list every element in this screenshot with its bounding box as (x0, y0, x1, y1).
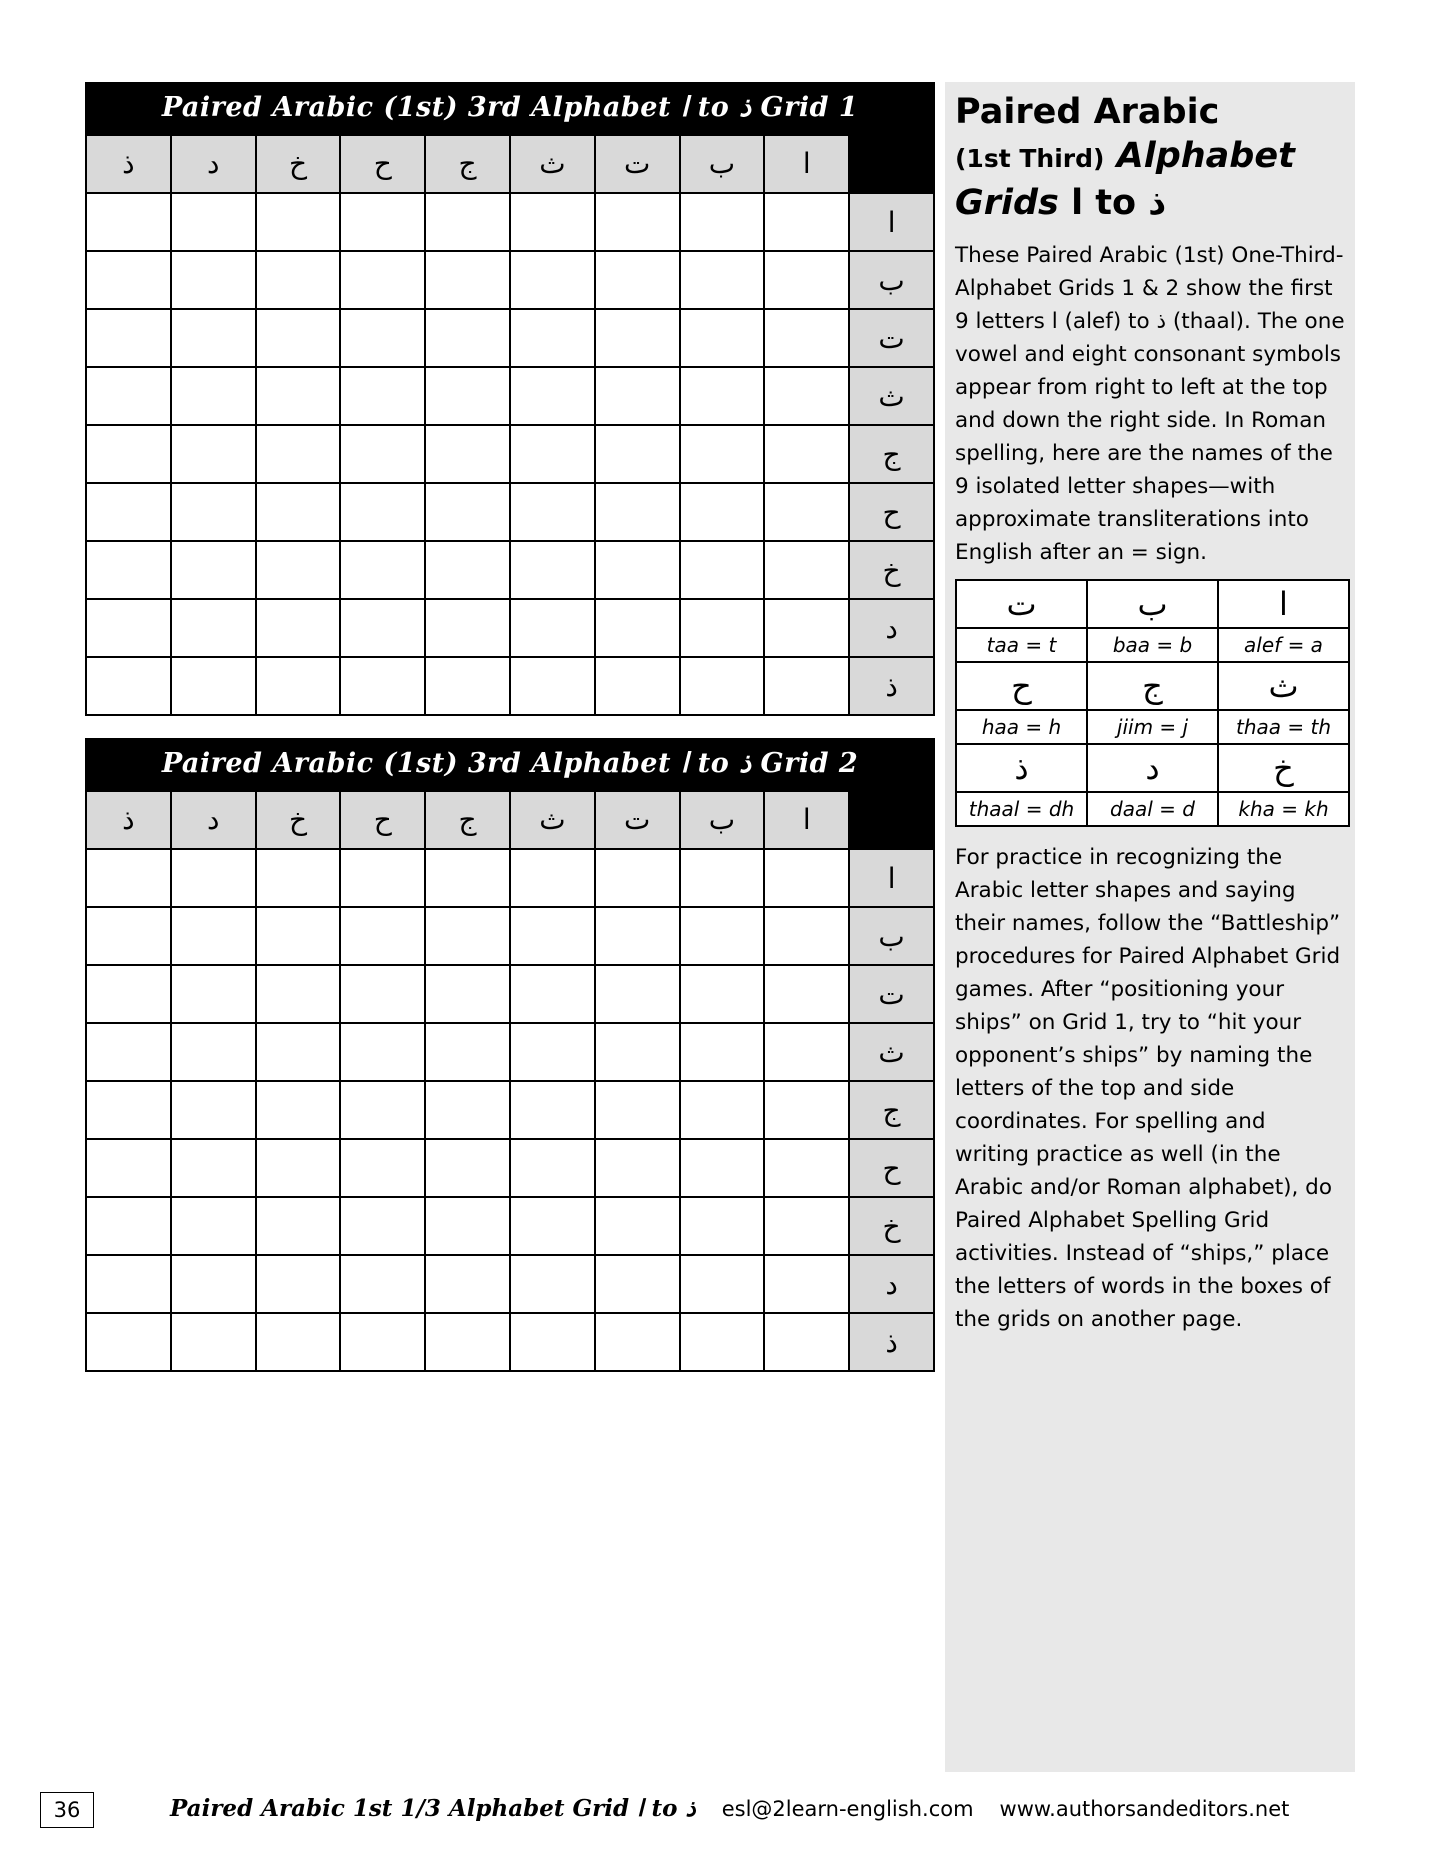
grid-cell[interactable] (680, 251, 765, 309)
grid-cell[interactable] (425, 425, 510, 483)
grid-cell[interactable] (764, 367, 849, 425)
grid-cell[interactable] (510, 1255, 595, 1313)
grid-cell[interactable] (171, 541, 256, 599)
grid-cell[interactable] (256, 309, 341, 367)
grid-cell[interactable] (425, 483, 510, 541)
heading-sub: (1st Third) (955, 144, 1105, 173)
grid-cell[interactable] (425, 599, 510, 657)
grid-cell[interactable] (595, 1081, 680, 1139)
letter-glyph: ا (1218, 580, 1349, 628)
grid-cell[interactable] (86, 1313, 171, 1371)
grid-cell[interactable] (171, 425, 256, 483)
letter-transliteration: jiim = j (1087, 710, 1218, 744)
grid-cell[interactable] (764, 849, 849, 907)
heading-line-1: Paired Arabic (955, 92, 1220, 132)
sidebar-paragraph-2: For practice in recognizing the Arabic letter shapes and saying their names, follow the “Battleship” procedures for Paired Alphabet Grid games. After “positioning your ships” on Grid 1, try to “hit your opponent’s ships” by naming the letters of the top and side coordinates. For spelling and writing practice as well (in the Arabic and/or Roman alphabet), do Paired Alphabet Spelling Grid activities. Instead of “ships,” place the letters of words in the boxes of the grids on another page. (955, 845, 1341, 1332)
grid-cell[interactable] (425, 965, 510, 1023)
row-header-letter: د (849, 599, 934, 657)
grid-cell[interactable] (510, 193, 595, 251)
grid-cell[interactable] (510, 907, 595, 965)
grid-cell[interactable] (171, 483, 256, 541)
grid-cell[interactable] (256, 599, 341, 657)
grid-cell[interactable] (680, 1081, 765, 1139)
grid-cell[interactable] (256, 657, 341, 715)
grid-cell[interactable] (764, 907, 849, 965)
grid-cell[interactable] (595, 251, 680, 309)
grid-cell[interactable] (680, 1255, 765, 1313)
letter-transliteration: kha = kh (1218, 792, 1349, 826)
grid-cell[interactable] (510, 1197, 595, 1255)
row-header-letter: ث (849, 1023, 934, 1081)
grid-cell[interactable] (510, 425, 595, 483)
letter-name-row (956, 710, 1349, 744)
letter-transliteration: haa = h (956, 710, 1087, 744)
grid-cell[interactable] (595, 1197, 680, 1255)
grid-cell[interactable] (171, 309, 256, 367)
grid-cell[interactable] (86, 193, 171, 251)
grid-cell[interactable] (340, 965, 425, 1023)
grid-cell[interactable] (340, 1023, 425, 1081)
grid-cell[interactable] (171, 657, 256, 715)
grid-cell[interactable] (595, 657, 680, 715)
grid-row (86, 251, 934, 309)
footer-website[interactable]: www.authorsandeditors.net (999, 1797, 1290, 1821)
page-footer (0, 1790, 1445, 1840)
grid-cell[interactable] (764, 541, 849, 599)
grid-row (86, 1197, 934, 1255)
grid-cell[interactable] (510, 1139, 595, 1197)
grid-cell[interactable] (86, 599, 171, 657)
grid-cell[interactable] (340, 657, 425, 715)
grid-cell[interactable] (256, 1255, 341, 1313)
sidebar-panel (945, 82, 1355, 1772)
grid-cell[interactable] (680, 965, 765, 1023)
grid-row (86, 907, 934, 965)
grid-cell[interactable] (510, 1081, 595, 1139)
grid-cell[interactable] (595, 193, 680, 251)
column-header-letter: ح (340, 791, 425, 849)
grid-cell[interactable] (86, 367, 171, 425)
letter-glyph: ج (1087, 662, 1218, 710)
grid-cell[interactable] (256, 965, 341, 1023)
grid-cell[interactable] (764, 1081, 849, 1139)
grid-cell[interactable] (256, 907, 341, 965)
letter-transliteration: thaal = dh (956, 792, 1087, 826)
grid-header-row (86, 135, 934, 193)
grid-cell[interactable] (171, 1255, 256, 1313)
grid-row (86, 965, 934, 1023)
heading-range: ا to ذ (1071, 183, 1167, 223)
grid-cell[interactable] (256, 849, 341, 907)
grid-cell[interactable] (86, 483, 171, 541)
grid-row (86, 1313, 934, 1371)
grid-cell[interactable] (86, 1197, 171, 1255)
grid-row (86, 1139, 934, 1197)
grid-cell[interactable] (764, 1139, 849, 1197)
grid-cell[interactable] (764, 193, 849, 251)
column-header-letter: ب (680, 135, 765, 193)
grid-1-title: Paired Arabic (1st) 3rd Alphabet ا to ذ Grid 1 (85, 82, 935, 134)
row-header-letter: خ (849, 541, 934, 599)
grid-cell[interactable] (340, 1081, 425, 1139)
page-number: 36 (40, 1792, 94, 1828)
grid-cell[interactable] (425, 1081, 510, 1139)
grid-cell[interactable] (680, 425, 765, 483)
grid-row (86, 483, 934, 541)
row-header-letter: ح (849, 1139, 934, 1197)
grid-row (86, 1023, 934, 1081)
grid-cell[interactable] (425, 1313, 510, 1371)
grid-cell[interactable] (171, 1197, 256, 1255)
grid-corner (849, 791, 934, 849)
grid-2-title: Paired Arabic (1st) 3rd Alphabet ا to ذ Grid 2 (85, 738, 935, 790)
grid-cell[interactable] (86, 1139, 171, 1197)
grid-cell[interactable] (680, 657, 765, 715)
grid-cell[interactable] (425, 193, 510, 251)
grid-cell[interactable] (680, 1023, 765, 1081)
grid-row (86, 1255, 934, 1313)
grid-cell[interactable] (86, 1081, 171, 1139)
letter-glyph: ذ (956, 744, 1087, 792)
sidebar-paragraph-1: These Paired Arabic (1st) One-Third-Alphabet Grids 1 & 2 show the first 9 letters ا (alef) to ذ (thaal). The one vowel and eight consonant symbols appear from right to left at the top and down the right side. In Roman spelling, here are the names of the 9 isolated letter shapes—with approximate transliterations into English after an = sign. (955, 243, 1345, 565)
grid-row (86, 193, 934, 251)
grid-cell[interactable] (510, 965, 595, 1023)
letter-transliteration: daal = d (1087, 792, 1218, 826)
grid-cell[interactable] (86, 425, 171, 483)
grid-cell[interactable] (510, 849, 595, 907)
grid-cell[interactable] (256, 1139, 341, 1197)
grid-cell[interactable] (680, 367, 765, 425)
footer-text (170, 1790, 1289, 1828)
grid-cell[interactable] (595, 907, 680, 965)
grid-cell[interactable] (595, 541, 680, 599)
row-header-letter: ت (849, 309, 934, 367)
grid-cell[interactable] (256, 1313, 341, 1371)
column-header-letter: ث (510, 791, 595, 849)
grid-cell[interactable] (425, 1023, 510, 1081)
alphabet-grid-2 (85, 738, 935, 1372)
grid-cell[interactable] (171, 1139, 256, 1197)
grid-row (86, 309, 934, 367)
row-header-letter: ذ (849, 1313, 934, 1371)
column-header-letter: د (171, 135, 256, 193)
letter-glyph-row (956, 662, 1349, 710)
grid-cell[interactable] (340, 1139, 425, 1197)
grid-cell[interactable] (425, 251, 510, 309)
grid-cell[interactable] (510, 599, 595, 657)
grid-row (86, 599, 934, 657)
grid-cell[interactable] (340, 1255, 425, 1313)
grid-cell[interactable] (595, 1023, 680, 1081)
grid-cell[interactable] (256, 251, 341, 309)
grid-1-table[interactable] (85, 134, 935, 716)
grid-row (86, 541, 934, 599)
grids-column (85, 82, 935, 1394)
footer-title: Paired Arabic 1st 1/3 Alphabet Grid ا to ذ (170, 1795, 696, 1822)
grid-cell[interactable] (764, 483, 849, 541)
grid-row (86, 657, 934, 715)
grid-cell[interactable] (86, 965, 171, 1023)
row-header-letter: خ (849, 1197, 934, 1255)
letter-names-table (955, 579, 1350, 827)
heading-grids: Grids (955, 183, 1059, 223)
grid-cell[interactable] (595, 425, 680, 483)
grid-cell[interactable] (171, 1313, 256, 1371)
grid-cell[interactable] (86, 907, 171, 965)
grid-cell[interactable] (680, 907, 765, 965)
grid-cell[interactable] (86, 309, 171, 367)
grid-cell[interactable] (425, 309, 510, 367)
letter-transliteration: baa = b (1087, 628, 1218, 662)
row-header-letter: د (849, 1255, 934, 1313)
row-header-letter: ث (849, 367, 934, 425)
grid-cell[interactable] (510, 1023, 595, 1081)
alphabet-grid-1 (85, 82, 935, 716)
grid-cell[interactable] (595, 309, 680, 367)
grid-cell[interactable] (425, 367, 510, 425)
footer-email[interactable]: esl@2learn-english.com (721, 1797, 974, 1821)
grid-cell[interactable] (764, 1255, 849, 1313)
grid-2-table[interactable] (85, 790, 935, 1372)
grid-cell[interactable] (680, 599, 765, 657)
grid-cell[interactable] (425, 1197, 510, 1255)
letter-glyph: ب (1087, 580, 1218, 628)
grid-cell[interactable] (510, 367, 595, 425)
row-header-letter: ج (849, 425, 934, 483)
grid-cell[interactable] (86, 657, 171, 715)
letter-glyph: ح (956, 662, 1087, 710)
grid-cell[interactable] (256, 193, 341, 251)
column-header-letter: ا (764, 791, 849, 849)
grid-cell[interactable] (680, 483, 765, 541)
grid-cell[interactable] (510, 1313, 595, 1371)
grid-cell[interactable] (340, 849, 425, 907)
grid-cell[interactable] (595, 965, 680, 1023)
grid-header-row (86, 791, 934, 849)
grid-cell[interactable] (680, 193, 765, 251)
letter-name-row (956, 628, 1349, 662)
grid-cell[interactable] (340, 541, 425, 599)
grid-cell[interactable] (256, 1081, 341, 1139)
column-header-letter: ث (510, 135, 595, 193)
column-header-letter: خ (256, 791, 341, 849)
letter-glyph-row (956, 744, 1349, 792)
grid-cell[interactable] (425, 1255, 510, 1313)
letter-transliteration: thaa = th (1218, 710, 1349, 744)
grid-cell[interactable] (256, 425, 341, 483)
grid-cell[interactable] (340, 309, 425, 367)
grid-cell[interactable] (86, 251, 171, 309)
grid-cell[interactable] (425, 907, 510, 965)
column-header-letter: د (171, 791, 256, 849)
letter-glyph: ت (956, 580, 1087, 628)
grid-row (86, 849, 934, 907)
grid-cell[interactable] (764, 657, 849, 715)
letter-glyph-row (956, 580, 1349, 628)
grid-cell[interactable] (680, 1197, 765, 1255)
grid-cell[interactable] (340, 367, 425, 425)
grid-cell[interactable] (256, 483, 341, 541)
grid-cell[interactable] (425, 657, 510, 715)
letter-transliteration: alef = a (1218, 628, 1349, 662)
grid-cell[interactable] (680, 309, 765, 367)
column-header-letter: ت (595, 791, 680, 849)
grid-cell[interactable] (171, 907, 256, 965)
row-header-letter: ب (849, 251, 934, 309)
grid-cell[interactable] (340, 599, 425, 657)
grid-cell[interactable] (595, 849, 680, 907)
grid-cell[interactable] (595, 483, 680, 541)
column-header-letter: ج (425, 791, 510, 849)
row-header-letter: ذ (849, 657, 934, 715)
grid-cell[interactable] (256, 1197, 341, 1255)
heading-italic: Alphabet (1116, 136, 1295, 176)
grid-cell[interactable] (340, 483, 425, 541)
grid-cell[interactable] (680, 1313, 765, 1371)
grid-cell[interactable] (171, 367, 256, 425)
grid-row (86, 425, 934, 483)
grid-cell[interactable] (764, 1197, 849, 1255)
grid-cell[interactable] (510, 541, 595, 599)
grid-cell[interactable] (595, 599, 680, 657)
grid-cell[interactable] (171, 193, 256, 251)
letter-glyph: خ (1218, 744, 1349, 792)
grid-cell[interactable] (595, 1255, 680, 1313)
letter-glyph: د (1087, 744, 1218, 792)
grid-cell[interactable] (171, 599, 256, 657)
row-header-letter: ا (849, 849, 934, 907)
grid-row (86, 1081, 934, 1139)
sidebar-heading (955, 90, 1345, 225)
grid-cell[interactable] (340, 1197, 425, 1255)
grid-cell[interactable] (340, 251, 425, 309)
grid-cell[interactable] (764, 251, 849, 309)
grid-cell[interactable] (171, 1023, 256, 1081)
grid-cell[interactable] (510, 251, 595, 309)
grid-cell[interactable] (510, 309, 595, 367)
grid-cell[interactable] (680, 849, 765, 907)
grid-cell[interactable] (764, 1313, 849, 1371)
letter-glyph: ث (1218, 662, 1349, 710)
grid-cell[interactable] (171, 965, 256, 1023)
grid-cell[interactable] (340, 907, 425, 965)
grid-cell[interactable] (510, 657, 595, 715)
grid-cell[interactable] (764, 965, 849, 1023)
letter-transliteration: taa = t (956, 628, 1087, 662)
grid-row (86, 367, 934, 425)
row-header-letter: ت (849, 965, 934, 1023)
grid-cell[interactable] (680, 1139, 765, 1197)
grid-cell[interactable] (510, 483, 595, 541)
grid-cell[interactable] (764, 1023, 849, 1081)
grid-cell[interactable] (171, 251, 256, 309)
column-header-letter: ت (595, 135, 680, 193)
grid-cell[interactable] (86, 541, 171, 599)
row-header-letter: ب (849, 907, 934, 965)
grid-cell[interactable] (86, 1023, 171, 1081)
column-header-letter: خ (256, 135, 341, 193)
grid-cell[interactable] (764, 599, 849, 657)
row-header-letter: ا (849, 193, 934, 251)
grid-cell[interactable] (86, 1255, 171, 1313)
column-header-letter: ذ (86, 135, 171, 193)
grid-cell[interactable] (764, 309, 849, 367)
column-header-letter: ب (680, 791, 765, 849)
grid-cell[interactable] (86, 849, 171, 907)
grid-cell[interactable] (425, 849, 510, 907)
grid-cell[interactable] (340, 193, 425, 251)
grid-cell[interactable] (680, 541, 765, 599)
row-header-letter: ج (849, 1081, 934, 1139)
grid-cell[interactable] (171, 1081, 256, 1139)
grid-cell[interactable] (171, 849, 256, 907)
grid-cell[interactable] (340, 425, 425, 483)
column-header-letter: ا (764, 135, 849, 193)
grid-cell[interactable] (595, 1139, 680, 1197)
grid-cell[interactable] (595, 1313, 680, 1371)
grid-cell[interactable] (764, 425, 849, 483)
column-header-letter: ذ (86, 791, 171, 849)
grid-cell[interactable] (256, 367, 341, 425)
grid-cell[interactable] (340, 1313, 425, 1371)
grid-corner (849, 135, 934, 193)
grid-cell[interactable] (425, 1139, 510, 1197)
row-header-letter: ح (849, 483, 934, 541)
column-header-letter: ح (340, 135, 425, 193)
letter-name-row (956, 792, 1349, 826)
grid-cell[interactable] (425, 541, 510, 599)
grid-cell[interactable] (595, 367, 680, 425)
grid-cell[interactable] (256, 1023, 341, 1081)
column-header-letter: ج (425, 135, 510, 193)
grid-cell[interactable] (256, 541, 341, 599)
